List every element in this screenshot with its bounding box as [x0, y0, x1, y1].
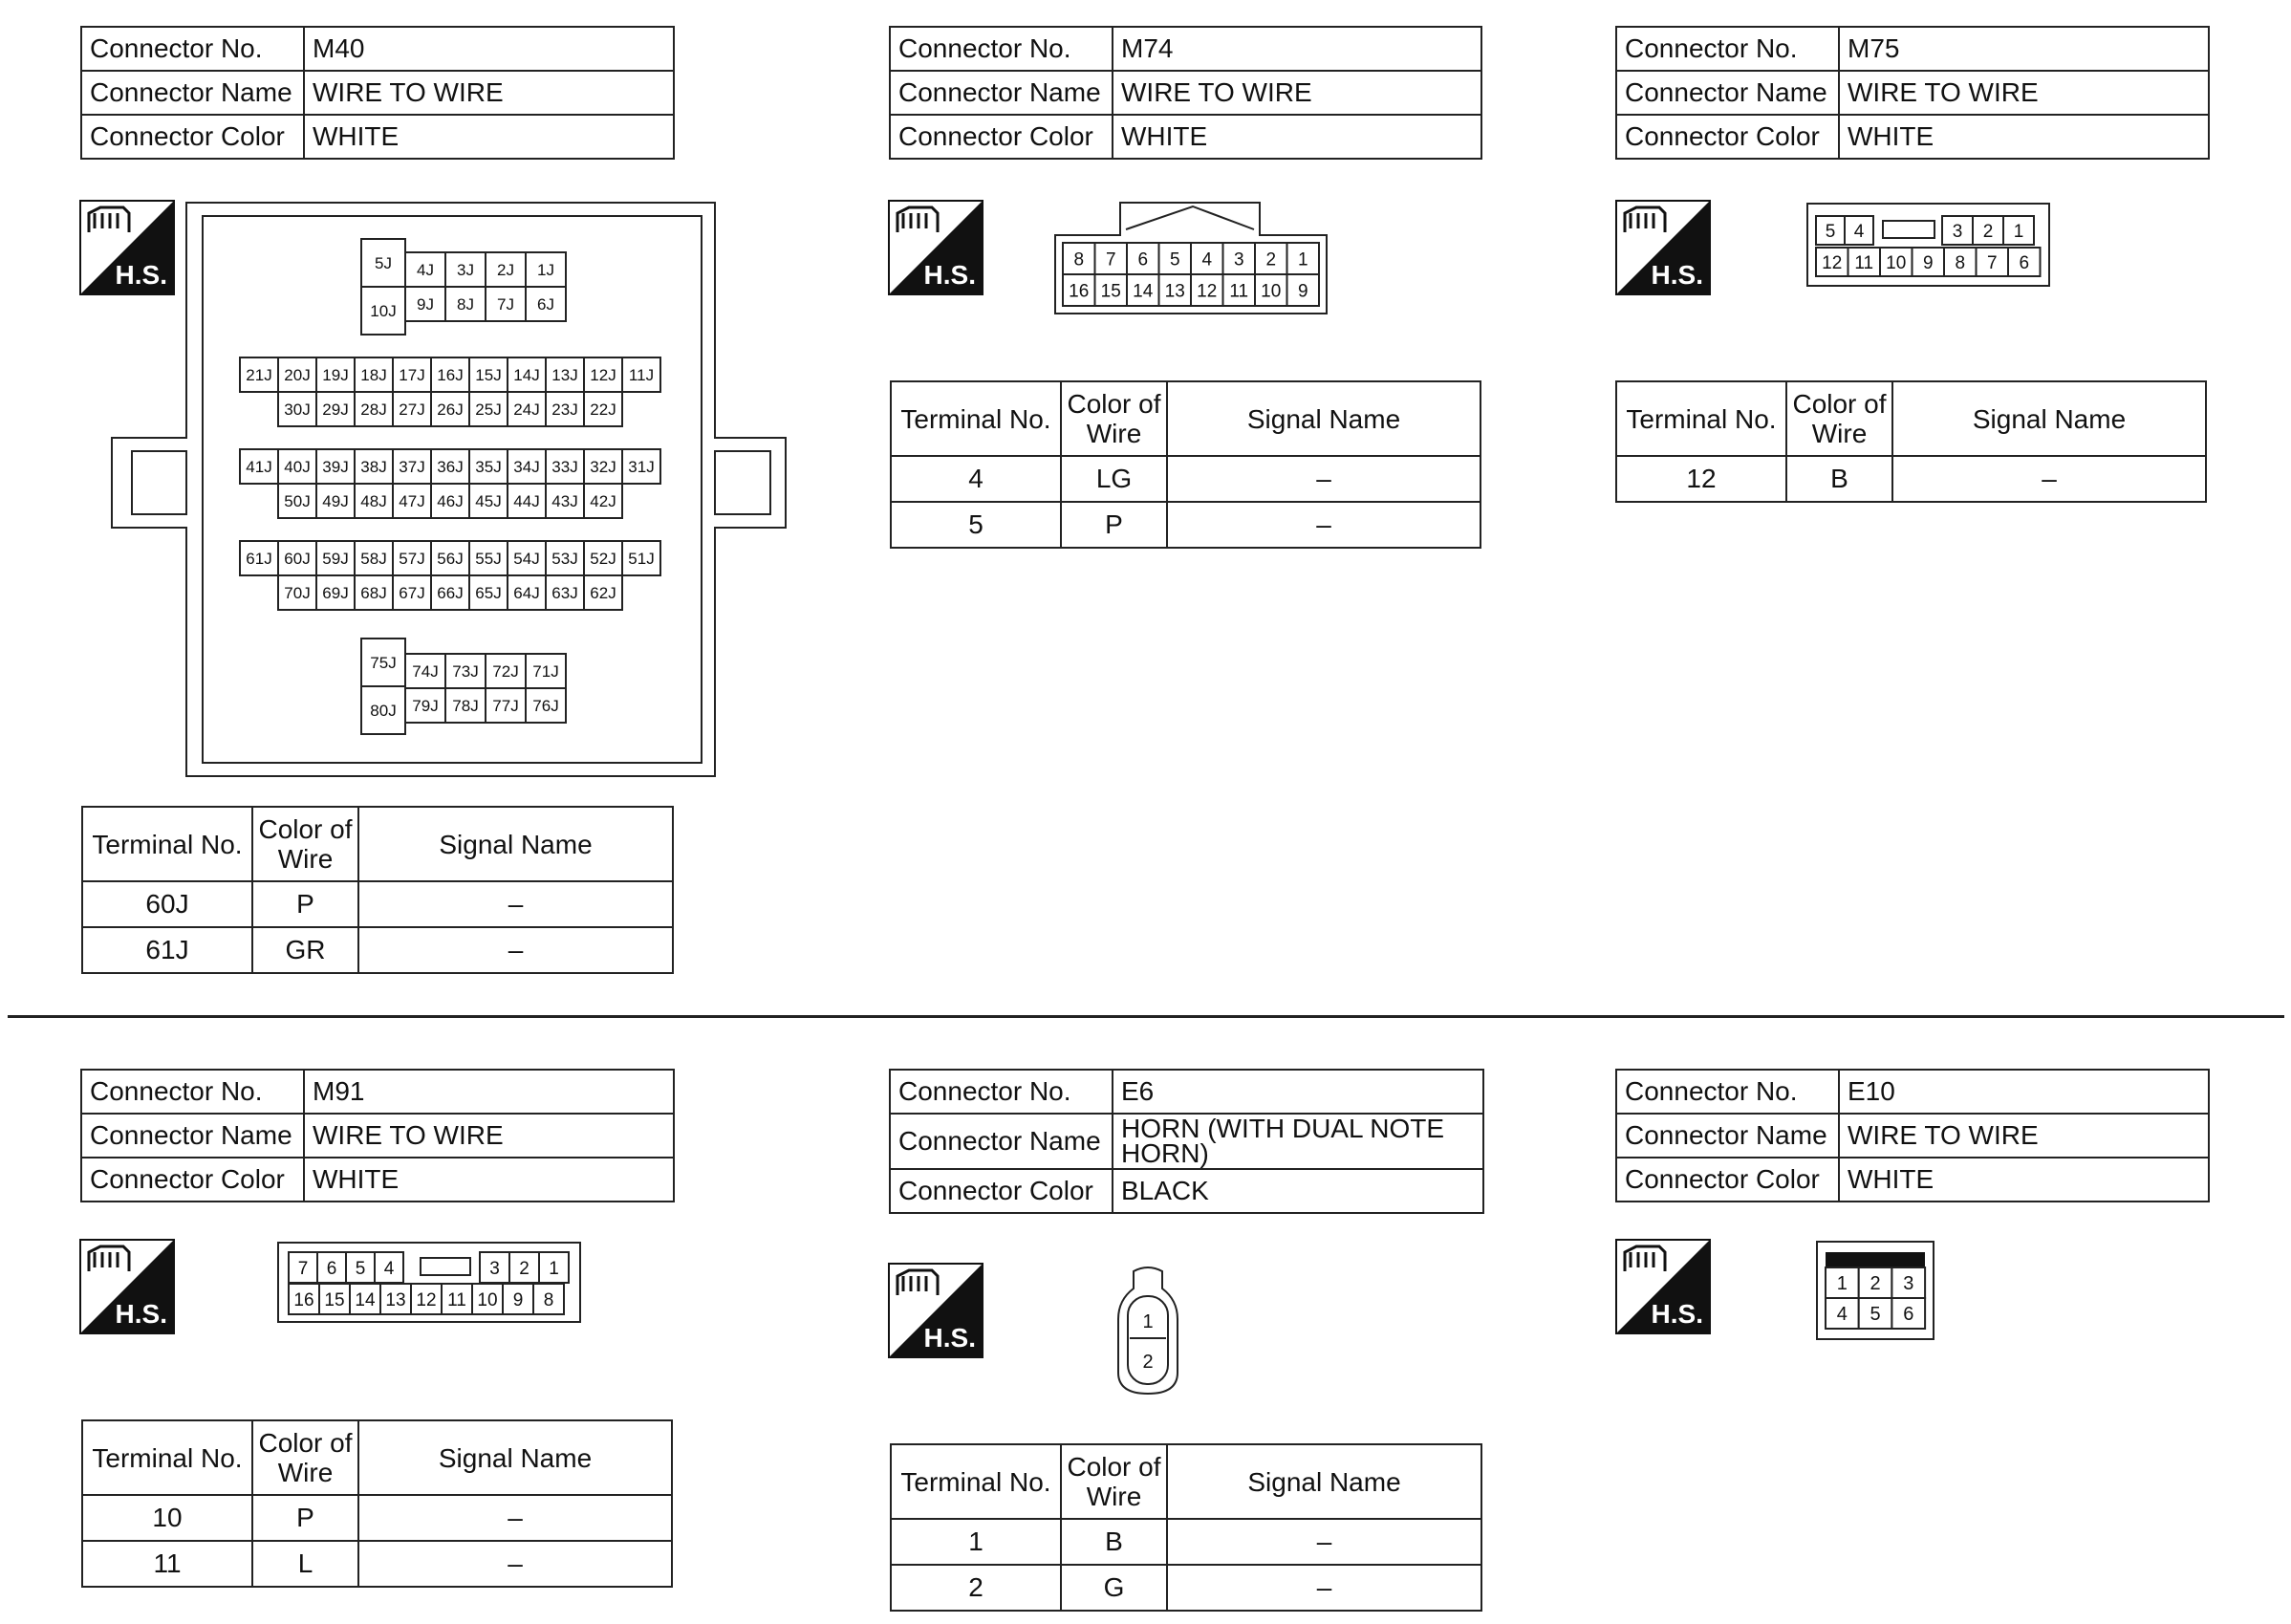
pin-label: 7 — [1105, 249, 1116, 271]
pin-label: 63J — [551, 584, 578, 603]
pin-label: 30J — [284, 401, 311, 420]
pin-label: 35J — [475, 458, 502, 477]
pin-label: 73J — [452, 662, 479, 682]
pin-label: 3 — [1233, 249, 1244, 271]
pin-label: 15 — [1100, 281, 1121, 302]
pin-label: 43J — [551, 492, 578, 511]
hs-label: H.S. — [923, 260, 976, 290]
connector-color-value: WHITE — [1839, 115, 2209, 159]
pin-label: 16 — [1069, 281, 1090, 302]
signal-name-cell: – — [358, 1541, 672, 1587]
lock-slot — [421, 1258, 470, 1275]
connector-color-value: WHITE — [304, 1158, 674, 1202]
connector-no-value: M74 — [1113, 27, 1481, 71]
pin-label: 7 — [297, 1258, 309, 1279]
table-row — [891, 502, 1481, 548]
harness-side-icon — [888, 1263, 983, 1358]
pin-label: 64J — [513, 584, 540, 603]
pin-label: 42J — [590, 492, 616, 511]
pin-label: 67J — [399, 584, 425, 603]
pin-label: 49J — [322, 492, 349, 511]
connector-face-m91 — [275, 1240, 583, 1326]
connector-info-m40 — [80, 26, 675, 160]
pin-label: 70J — [284, 584, 311, 603]
pin-label: 5J — [375, 254, 392, 273]
connector-color-value: WHITE — [1113, 115, 1481, 159]
connector-no-value: E6 — [1113, 1070, 1483, 1114]
pin-label: 15 — [324, 1289, 345, 1310]
pin-label: 12 — [416, 1289, 437, 1310]
terminal-no-header: Terminal No. — [82, 807, 252, 881]
connector-name-value: WIRE TO WIRE — [304, 1114, 674, 1158]
pin-label: 46J — [437, 492, 464, 511]
pin-label: 10 — [1886, 252, 1907, 273]
signal-name-cell: – — [1167, 502, 1481, 548]
pin-label: 53J — [551, 550, 578, 569]
connector-no-label: Connector No. — [1616, 27, 1839, 71]
hs-label: H.S. — [115, 1299, 167, 1329]
pin-label: 1 — [1142, 1311, 1154, 1332]
hs-label: H.S. — [1651, 260, 1703, 290]
connector-name-label: Connector Name — [890, 71, 1113, 115]
pin-label: 8J — [457, 295, 474, 314]
wire-color-header: Color of Wire — [252, 807, 358, 881]
pin-label: 54J — [513, 550, 540, 569]
pin-label: 4 — [1853, 221, 1865, 242]
hs-label: H.S. — [1651, 1299, 1703, 1329]
pin-label: 8 — [1955, 252, 1966, 273]
pin-label: 4J — [417, 261, 434, 280]
pin-label: 5 — [355, 1258, 366, 1279]
connector-color-label: Connector Color — [81, 115, 304, 159]
wire-color-header: Color of Wire — [1061, 1444, 1167, 1519]
terminal-no-cell: 12 — [1616, 456, 1786, 502]
pin-label: 2 — [519, 1258, 530, 1279]
wire-color-cell: P — [1061, 502, 1167, 548]
pin-label: 10J — [370, 302, 397, 321]
pin-label: 25J — [475, 401, 502, 420]
pin-label: 31J — [628, 458, 655, 477]
terminal-no-cell: 5 — [891, 502, 1061, 548]
pin-label: 44J — [513, 492, 540, 511]
pin-label: 3 — [489, 1258, 500, 1279]
terminal-no-header: Terminal No. — [1616, 381, 1786, 456]
table-row — [82, 1495, 672, 1541]
pin-label: 2J — [497, 261, 514, 280]
pin-label: 32J — [590, 458, 616, 477]
connector-face-m75 — [1805, 201, 2053, 291]
pin-label: 71J — [532, 662, 559, 682]
connector-name-value: HORN (WITH DUAL NOTE HORN) — [1113, 1114, 1483, 1169]
connector-no-label: Connector No. — [81, 1070, 304, 1114]
pin-label: 68J — [360, 584, 387, 603]
pin-label: 59J — [322, 550, 349, 569]
pin-label: 11 — [1229, 281, 1249, 302]
terminal-no-cell: 60J — [82, 881, 252, 927]
signal-name-header: Signal Name — [1167, 1444, 1481, 1519]
pin-label: 14J — [513, 366, 540, 385]
connector-color-value: WHITE — [304, 115, 674, 159]
pin-label: 3 — [1952, 221, 1963, 242]
pin-label: 13 — [385, 1289, 406, 1310]
harness-side-icon — [888, 200, 983, 295]
connector-no-value: M75 — [1839, 27, 2209, 71]
pin-label: 20J — [284, 366, 311, 385]
connector-name-value: WIRE TO WIRE — [1839, 71, 2209, 115]
pin-label: 62J — [590, 584, 616, 603]
pin-label: 2 — [1265, 249, 1277, 271]
pin-label: 16J — [437, 366, 464, 385]
connector-no-label: Connector No. — [81, 27, 304, 71]
pin-label: 57J — [399, 550, 425, 569]
connector-no-label: Connector No. — [1616, 1070, 1839, 1114]
terminal-table-m91 — [81, 1419, 673, 1588]
terminal-no-cell: 4 — [891, 456, 1061, 502]
wire-color-cell: P — [252, 1495, 358, 1541]
terminal-no-cell: 1 — [891, 1519, 1061, 1565]
pin-label: 23J — [551, 401, 578, 420]
pin-label: 9J — [417, 295, 434, 314]
pin-label: 6 — [1903, 1304, 1914, 1326]
connector-color-label: Connector Color — [890, 1169, 1113, 1213]
pin-label: 65J — [475, 584, 502, 603]
pin-label: 17J — [399, 366, 425, 385]
connector-no-value: M91 — [304, 1070, 674, 1114]
pin-label: 6J — [537, 295, 554, 314]
connector-name-label: Connector Name — [81, 1114, 304, 1158]
pin-label: 4 — [383, 1258, 395, 1279]
connector-name-value: WIRE TO WIRE — [304, 71, 674, 115]
wire-color-cell: B — [1061, 1519, 1167, 1565]
wire-color-cell: P — [252, 881, 358, 927]
pin-label: 10 — [477, 1289, 498, 1310]
pin-label: 18J — [360, 366, 387, 385]
pin-label: 61J — [246, 550, 272, 569]
connector-info-m75 — [1615, 26, 2210, 160]
signal-name-cell: – — [1167, 1519, 1481, 1565]
pin-label: 13 — [1164, 281, 1185, 302]
pin-label: 7J — [497, 295, 514, 314]
connector-name-label: Connector Name — [890, 1114, 1113, 1169]
terminal-table-m75 — [1615, 380, 2207, 503]
connector-name-value: WIRE TO WIRE — [1113, 71, 1481, 115]
pin-label: 79J — [412, 697, 439, 716]
pin-label: 6 — [326, 1258, 337, 1279]
pin-label: 69J — [322, 584, 349, 603]
terminal-no-header: Terminal No. — [82, 1420, 252, 1495]
pin-label: 9 — [512, 1289, 524, 1310]
harness-side-icon — [79, 1239, 175, 1334]
pin-label: 55J — [475, 550, 502, 569]
pin-label: 50J — [284, 492, 311, 511]
connector-face-m40 — [107, 199, 788, 780]
pin-label: 12 — [1822, 252, 1843, 273]
harness-side-icon — [1615, 1239, 1711, 1334]
pin-label: 5 — [1169, 249, 1180, 271]
terminal-no-cell: 11 — [82, 1541, 252, 1587]
pin-label: 45J — [475, 492, 502, 511]
pin-label: 27J — [399, 401, 425, 420]
pin-label: 76J — [532, 697, 559, 716]
pin-label: 15J — [475, 366, 502, 385]
connector-info-m91 — [80, 1069, 675, 1202]
connector-info-m74 — [889, 26, 1482, 160]
terminal-no-header: Terminal No. — [891, 381, 1061, 456]
signal-name-cell: – — [1167, 1565, 1481, 1611]
pin-label: 51J — [628, 550, 655, 569]
wire-color-header: Color of Wire — [1061, 381, 1167, 456]
table-row — [82, 1541, 672, 1587]
signal-name-cell: – — [358, 927, 673, 973]
lock-slot — [1883, 221, 1934, 238]
pin-label: 11 — [447, 1289, 466, 1310]
connector-face-e10 — [1814, 1239, 1936, 1342]
pin-label: 2 — [1142, 1352, 1154, 1373]
pin-label: 19J — [322, 366, 349, 385]
pin-label: 1 — [2013, 221, 2024, 242]
pin-label: 34J — [513, 458, 540, 477]
wire-color-header: Color of Wire — [1786, 381, 1892, 456]
pin-label: 36J — [437, 458, 464, 477]
connector-name-label: Connector Name — [1616, 1114, 1839, 1158]
pin-label: 21J — [246, 366, 272, 385]
terminal-table-m74 — [890, 380, 1481, 549]
table-row — [82, 927, 673, 973]
connector-color-label: Connector Color — [1616, 115, 1839, 159]
terminal-no-cell: 2 — [891, 1565, 1061, 1611]
pin-label: 4 — [1836, 1304, 1848, 1326]
pin-label: 1 — [1836, 1273, 1848, 1295]
pin-label: 2 — [1982, 221, 1994, 242]
pin-label: 1 — [549, 1258, 559, 1279]
connector-info-e6 — [889, 1069, 1484, 1214]
signal-name-header: Signal Name — [1167, 381, 1481, 456]
connector-color-label: Connector Color — [890, 115, 1113, 159]
pin-label: 47J — [399, 492, 425, 511]
terminal-no-header: Terminal No. — [891, 1444, 1061, 1519]
pin-label: 16 — [293, 1289, 314, 1310]
pin-label: 37J — [399, 458, 425, 477]
signal-name-header: Signal Name — [1892, 381, 2206, 456]
table-row — [891, 456, 1481, 502]
terminal-no-cell: 61J — [82, 927, 252, 973]
connector-name-value: WIRE TO WIRE — [1839, 1114, 2209, 1158]
section-divider — [8, 1015, 2284, 1018]
pin-label: 10 — [1261, 281, 1282, 302]
signal-name-cell: – — [1167, 456, 1481, 502]
connector-color-label: Connector Color — [1616, 1158, 1839, 1202]
pin-label: 60J — [284, 550, 311, 569]
signal-name-header: Signal Name — [358, 1420, 672, 1495]
pin-label: 14 — [355, 1289, 376, 1310]
pin-label: 6 — [2019, 252, 2030, 273]
pin-label: 12J — [590, 366, 616, 385]
pin-label: 28J — [360, 401, 387, 420]
table-row — [82, 881, 673, 927]
pin-label: 6 — [1137, 249, 1149, 271]
pin-label: 56J — [437, 550, 464, 569]
pin-label: 58J — [360, 550, 387, 569]
connector-no-value: E10 — [1839, 1070, 2209, 1114]
pin-label: 66J — [437, 584, 464, 603]
connector-color-value: BLACK — [1113, 1169, 1483, 1213]
pin-label: 33J — [551, 458, 578, 477]
pin-label: 39J — [322, 458, 349, 477]
signal-name-cell: – — [358, 1495, 672, 1541]
wire-color-cell: G — [1061, 1565, 1167, 1611]
pin-label: 75J — [370, 654, 397, 673]
pin-label: 9 — [1922, 252, 1934, 273]
pin-label: 1J — [537, 261, 554, 280]
pin-label: 7 — [1986, 252, 1998, 273]
connector-color-value: WHITE — [1839, 1158, 2209, 1202]
wire-color-cell: L — [252, 1541, 358, 1587]
signal-name-cell: – — [358, 881, 673, 927]
pin-label: 1 — [1297, 249, 1308, 271]
connector-no-value: M40 — [304, 27, 674, 71]
table-row — [891, 1519, 1481, 1565]
hs-label: H.S. — [923, 1323, 976, 1353]
connector-no-label: Connector No. — [890, 27, 1113, 71]
signal-name-cell: – — [1892, 456, 2206, 502]
wire-color-header: Color of Wire — [252, 1420, 358, 1495]
pin-label: 22J — [590, 401, 616, 420]
pin-label: 11J — [628, 366, 655, 385]
pin-label: 29J — [322, 401, 349, 420]
harness-side-icon — [1615, 200, 1711, 295]
connector-name-label: Connector Name — [1616, 71, 1839, 115]
connector-no-label: Connector No. — [890, 1070, 1113, 1114]
terminal-table-e6 — [890, 1443, 1482, 1612]
pin-label: 8 — [1073, 249, 1085, 271]
wire-color-cell: GR — [252, 927, 358, 973]
terminal-table-m40 — [81, 806, 674, 974]
connector-info-e10 — [1615, 1069, 2210, 1202]
pin-label: 11 — [1854, 252, 1874, 273]
pin-label: 38J — [360, 458, 387, 477]
connector-face-m74 — [1051, 199, 1333, 318]
pin-label: 52J — [590, 550, 616, 569]
pin-label: 9 — [1297, 281, 1308, 302]
terminal-no-cell: 10 — [82, 1495, 252, 1541]
pin-label: 24J — [513, 401, 540, 420]
table-row — [891, 1565, 1481, 1611]
connector-face-e6 — [1114, 1264, 1181, 1397]
wire-color-cell: LG — [1061, 456, 1167, 502]
hs-label: H.S. — [115, 260, 167, 290]
pin-label: 4 — [1201, 249, 1213, 271]
pin-label: 2 — [1870, 1273, 1881, 1295]
wire-color-cell: B — [1786, 456, 1892, 502]
signal-name-header: Signal Name — [358, 807, 673, 881]
pin-label: 48J — [360, 492, 387, 511]
table-row — [1616, 456, 2206, 502]
connector-name-label: Connector Name — [81, 71, 304, 115]
pin-label: 40J — [284, 458, 311, 477]
pin-label: 77J — [492, 697, 519, 716]
pin-label: 3J — [457, 261, 474, 280]
pin-label: 5 — [1825, 221, 1836, 242]
pin-label: 14 — [1133, 281, 1154, 302]
pin-label: 5 — [1870, 1304, 1881, 1326]
pin-label: 12 — [1197, 281, 1218, 302]
pin-label: 80J — [370, 702, 397, 721]
pin-label: 26J — [437, 401, 464, 420]
pin-label: 8 — [543, 1289, 554, 1310]
pin-label: 78J — [452, 697, 479, 716]
pin-label: 41J — [246, 458, 272, 477]
pin-label: 72J — [492, 662, 519, 682]
pin-label: 3 — [1903, 1273, 1914, 1295]
connector-color-label: Connector Color — [81, 1158, 304, 1202]
pin-label: 74J — [412, 662, 439, 682]
pin-label: 13J — [551, 366, 578, 385]
